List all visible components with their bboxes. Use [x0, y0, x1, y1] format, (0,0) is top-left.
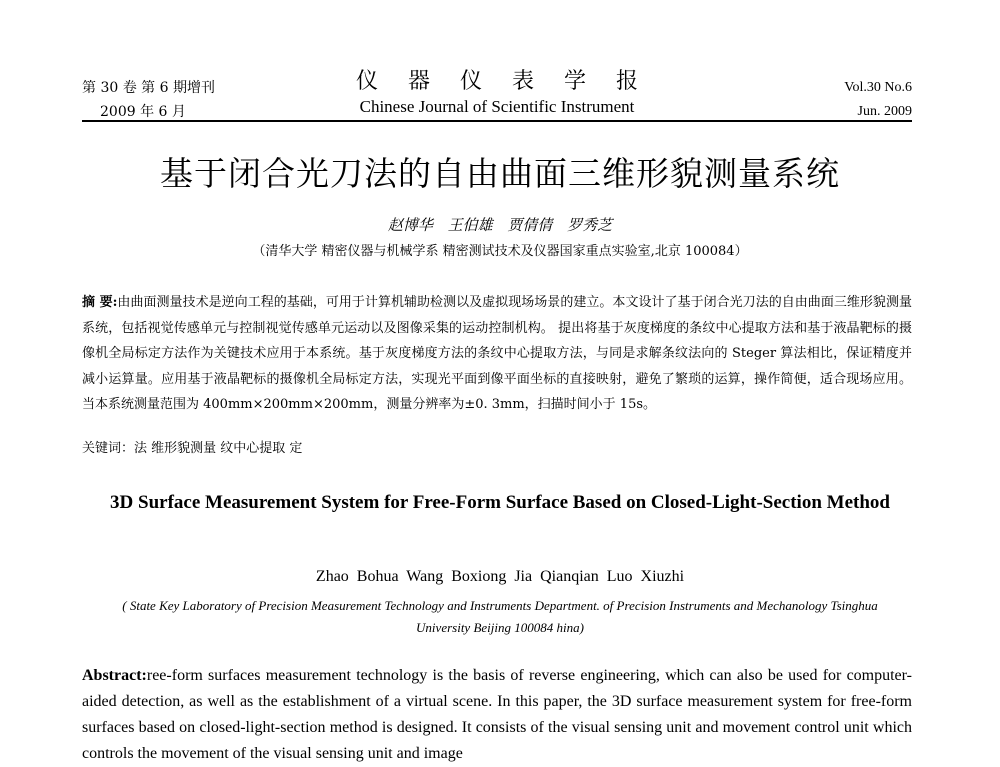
issue-date-cn: 2009 年 6 月 — [100, 104, 186, 120]
volume-issue-en: Vol.30 No.6 — [844, 80, 912, 95]
abstract-cn-label: 摘 要: — [82, 295, 118, 310]
journal-name-cn: 仪器仪表学报 — [355, 69, 668, 94]
keywords-cn: 关键词：法 维形貌测量 纹中心提取 定 — [82, 441, 303, 456]
affiliation-en: ( State Key Laboratory of Precision Measurement Technology and Instruments Department. of Precision Instruments and Mechanology Tsinghua University Beijing 100084 hina) — [122, 598, 878, 635]
abstract-en-text: ree-form surfaces measurement technology is the basis of reverse engineering, which can also be used for computer-aided detection, as well as the establishment of a virtual scene. In this paper, the 3D surface measurement system for free-form surfaces based on closed-light-section method is designed. It consists of the visual sensing unit and movement control unit which controls the movement of the visual sensing unit and image — [82, 667, 912, 762]
volume-issue: 第 30 卷 第 6 期增刊 — [82, 80, 215, 96]
journal-name-en: Chinese Journal of Scientific Instrument — [359, 97, 635, 116]
issue-date-en: Jun. 2009 — [857, 104, 912, 119]
abstract-cn — [82, 290, 912, 418]
journal-header — [82, 68, 912, 122]
authors-cn: 赵博华 王伯雄 贾倩倩 罗秀芝 — [387, 216, 613, 234]
issue-info-en — [844, 76, 912, 124]
authors-en: Zhao Bohua Wang Boxiong Jia Qianqian Luo Xiuzhi — [315, 568, 685, 585]
abstract-cn-text: 由曲面测量技术是逆向工程的基础，可用于计算机辅助检测以及虚拟现场场景的建立。本文设计了基于闭合光刀法的自由曲面三维形貌测量系统，包括视觉传感单元与控制视觉传感单元运动以及图像采集的运动控制机构。 提出将基于灰度梯度的条纹中心提取方法和基于液晶靶标的摄像机全局标定方法作为关键技术应用于本系统。基于灰度梯度方法的条纹中心提取方法，与同是求解条纹法向的 Steger 算法相比，保证精度并减小运算量。应用基于液晶靶标的摄像机全局标定方法，实现光平面到像平面坐标的直接映射，避免了繁琐的运算，操作简便，适合现场应用。当本系统测量范围为 400mm×200mm×200mm，测量分辨率为±0. 3mm，扫描时间小于 15s。 — [82, 295, 912, 412]
abstract-en-label: Abstract: — [82, 667, 147, 684]
affiliation-cn: （清华大学 精密仪器与机械学系 精密测试技术及仪器国家重点实验室,北京 100084） — [252, 244, 748, 259]
abstract-en — [82, 663, 912, 767]
paper-title-en: 3D Surface Measurement System for Free-Form Surface Based on Closed-Light-Section Method — [110, 492, 890, 513]
journal-name — [82, 68, 912, 118]
paper-title-cn: 基于闭合光刀法的自由曲面三维形貌测量系统 — [160, 154, 840, 193]
